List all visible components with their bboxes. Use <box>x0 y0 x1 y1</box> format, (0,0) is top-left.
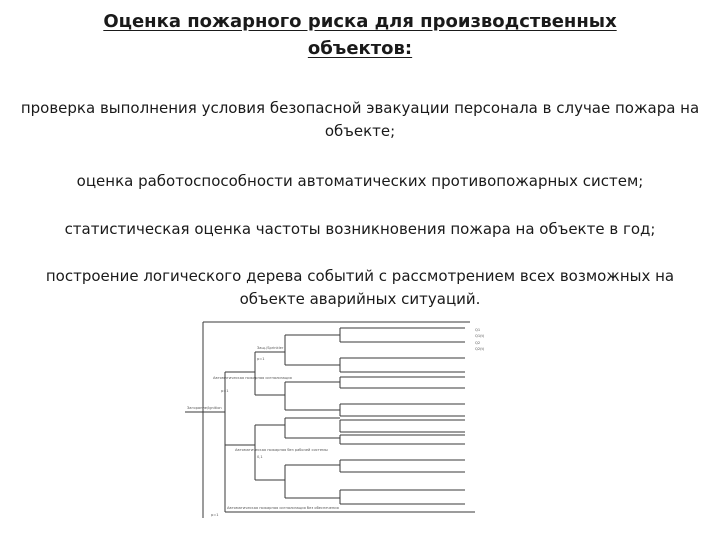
slide-title-line2: объектов: <box>307 38 413 59</box>
tree-prob-b: p=1 <box>221 389 229 393</box>
tree-outcome-1: Q1 <box>475 328 481 332</box>
tree-outcome-2: Q1(t) <box>475 334 485 338</box>
slide-title <box>40 8 680 62</box>
item-event-tree: построение логического дерева событий с рассмотрением всех возможных на объекте аварийных ситуаций. <box>45 267 675 308</box>
tree-branch-a-label: Защ./Sprinkler <box>257 346 284 350</box>
slide-title-line1: Оценка пожарного риска для производственных <box>103 11 617 32</box>
tree-prob-c: 0,1 <box>257 455 263 459</box>
tree-branch-c-label: Автоматическая пожарная без рабочей системы <box>235 448 328 452</box>
item-fire-frequency: статистическая оценка частоты возникновения пожара на объекте в год; <box>64 220 656 238</box>
tree-initiating-label: Загорание/Ignition <box>187 406 222 410</box>
tree-outcome-4: Q2(t) <box>475 347 485 351</box>
item-fire-systems: оценка работоспособности автоматических противопожарных систем; <box>76 172 644 190</box>
event-tree-diagram <box>185 320 490 518</box>
tree-branch-d-label: Автоматическая пожарная сигнализация без обеспечения <box>227 506 339 510</box>
tree-prob-a: p=1 <box>257 357 265 361</box>
tree-prob-d: p=1 <box>211 513 219 517</box>
tree-outcome-3: Q2 <box>475 341 481 345</box>
event-tree-svg <box>185 320 490 518</box>
tree-branch-b-label: Автоматическая пожарная сигнализация <box>213 376 292 380</box>
item-evacuation: проверка выполнения условия безопасной эвакуации персонала в случае пожара на объекте; <box>20 99 700 140</box>
